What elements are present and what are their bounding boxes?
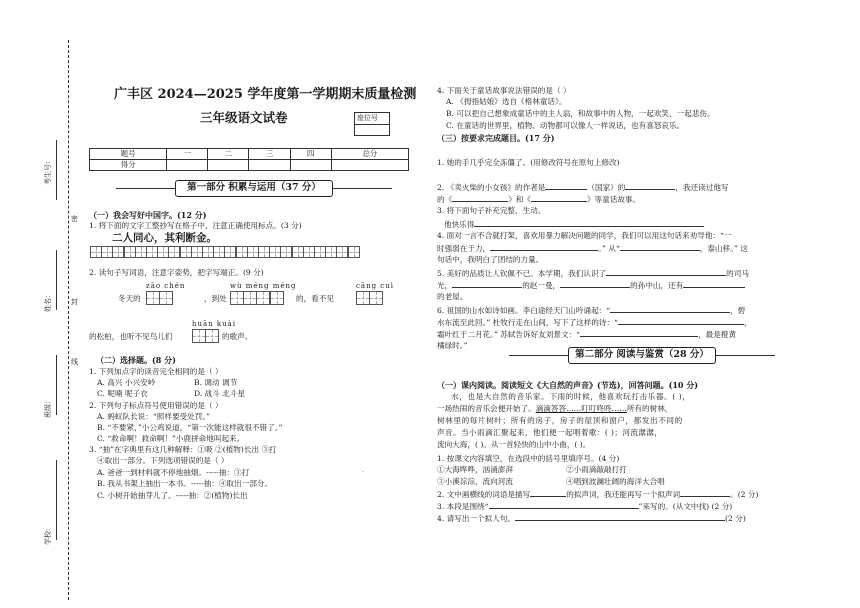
score-cell: 得分 <box>90 160 167 171</box>
pinyin-label: cāng cuì <box>356 282 394 290</box>
passage-line3: 树林里的每片树叶；所有的房子，房子的屋顶和窗户，都发出不同的 <box>437 416 683 425</box>
r1: 1. 她的手几乎完全冻僵了。(用修改符号在原句上修改) <box>437 158 620 167</box>
seal-char-xian: 线 <box>71 358 78 366</box>
exam-subtitle: 三年级语文试卷 <box>200 110 288 125</box>
score-input-cell[interactable] <box>208 160 249 171</box>
r2-text: 2. 《卖火柴的小女孩》的作者是 <box>437 183 546 192</box>
r6-text: 霜叶红于二月花。” 苏轼告诉好友刘景文：“ <box>437 330 581 339</box>
r2-row1 <box>437 182 729 192</box>
q1-sample-text: 二人同心，其利断金。 <box>112 232 217 244</box>
a1-option4: ④唱到波澜壮阔的海洋大合唱 <box>566 477 665 486</box>
part1-banner: 第一部分 积累与运用（37 分） <box>175 180 333 197</box>
a2-text: 2. 文中画横线的词语是描写 <box>437 490 531 499</box>
choice3-b-option[interactable]: B. 我从书架上抽出一本书。-----抽：④取出一部分。 <box>97 479 273 488</box>
r6-text: 水东流至此回。” 杜牧行走在山间，写下了这样的诗：“ <box>437 318 619 327</box>
score-cell: 三 <box>249 149 290 160</box>
q2-line1-c: 的，看不见 <box>296 294 334 303</box>
score-table <box>89 148 409 171</box>
blank[interactable] <box>625 182 675 190</box>
score-input-cell[interactable] <box>167 160 208 171</box>
r2-row2 <box>437 194 640 204</box>
r6-text: ，碧 <box>730 306 746 315</box>
blank[interactable] <box>560 280 630 288</box>
choice1-d[interactable]: D. 战斗 北斗星 <box>194 389 246 398</box>
passage-line2 <box>437 404 672 413</box>
a3-text: 3. 本段是围绕“ <box>437 502 489 511</box>
r3: 3. 将下面句子补充完整、生动。 <box>437 206 546 215</box>
blank[interactable] <box>530 489 566 497</box>
r5-text: 的赵一曼， <box>522 281 561 290</box>
pinyin-label: zāo chén <box>146 282 186 290</box>
r2-text: 的《 <box>437 195 453 204</box>
passage-line5: 流向大海，( )。从一首轻快的山中小曲，( )。 <box>437 440 591 449</box>
pinyin-huankuai[interactable] <box>192 320 237 343</box>
a2-text: 的拟声词，我还能再写一个拟声词 <box>566 490 681 499</box>
label-name: 姓名： <box>44 291 52 312</box>
exam-number-line <box>56 140 57 200</box>
blank[interactable] <box>683 280 745 288</box>
seal-char-feng: 封 <box>71 298 78 306</box>
r2-text: 》和《 <box>508 195 531 204</box>
exam-title: 广丰区 2024—2025 学年度第一学期期末质量检测 <box>114 87 417 102</box>
pinyin-cangcui[interactable] <box>356 282 394 305</box>
section1-heading: （一）我会写好中国字。(12 分) <box>89 210 207 220</box>
r6-row3 <box>437 329 736 339</box>
binding-dashed-line <box>68 40 69 600</box>
r6-text: ，最是橙黄 <box>698 330 737 339</box>
a3-text: ”来写的。(从文中找) (2 分) <box>638 502 733 511</box>
passage-onomatopoeia: 滴滴答答……叮叮咚咚…… <box>535 404 627 413</box>
score-table-header-row <box>90 149 409 160</box>
blank[interactable] <box>680 489 730 497</box>
q2-instruction: 2. 读句子写词语，注意字姿势，把字写端正。(9 分) <box>89 268 264 277</box>
passage-line4: 声音。当小雨滴汇聚起来，他们便一起唱着歌：( )；河流潺潺， <box>437 428 663 437</box>
part2-banner: 第二部分 阅读与鉴赏（28 分） <box>568 347 716 364</box>
r4-text: ，泰山移。” 这 <box>699 244 748 253</box>
r4-text: 。” 从“ <box>598 244 620 253</box>
label-exam-number: 考生号： <box>44 157 52 185</box>
r3-row <box>444 219 704 229</box>
choice1-b[interactable]: B. 调动 调节 <box>194 378 238 387</box>
r6-text: ， <box>744 318 752 327</box>
r5-text: 的司马 <box>726 269 749 278</box>
score-cell: 总分 <box>331 149 408 160</box>
choice2-a[interactable]: A. 蚂蚁队长说：“照样要受处罚。” <box>97 412 210 421</box>
pinyin-wumengmeng[interactable] <box>230 282 297 305</box>
q1-instruction: 1. 将下面的文字工整抄写在格子中，注意正确使用标点。(3 分) <box>89 221 302 230</box>
q2-line2-b: 的歌声。 <box>222 332 253 341</box>
blank[interactable] <box>618 317 744 325</box>
seat-number-label: 座位号 <box>357 114 378 122</box>
blank[interactable] <box>610 305 730 313</box>
choice3: 3. “抽”在字典里有这几种解释：①吸 ②(植物)长出 ③打 <box>89 445 277 454</box>
blank[interactable] <box>606 268 726 276</box>
q4-b[interactable]: B. 可以把自己想象成童话中的主人翁，和故事中的人物，一起欢笑，一起悲伤。 <box>446 109 715 118</box>
r5-text: 5. 美好的品质让人钦佩不已。本学期，我们认识了 <box>437 269 607 278</box>
blank[interactable] <box>545 182 587 190</box>
a2-row <box>437 489 758 499</box>
q4-a[interactable]: A. 《拇指姑娘》选自《格林童话》。 <box>446 97 567 106</box>
r6-row4: 橘绿时。” <box>437 341 468 350</box>
blank[interactable] <box>452 194 508 202</box>
section2-heading: （二）选择题。(8 分) <box>96 355 176 365</box>
score-input-cell[interactable] <box>331 160 408 171</box>
choice2-c[interactable]: C. “救命啊！救命啊！”小鹿拼命地叫起来。 <box>97 434 245 443</box>
choice2: 2. 下列句子标点符号使用错误的是（ ） <box>89 401 223 410</box>
passage-text: 所有的树林， <box>626 404 673 413</box>
score-input-cell[interactable] <box>290 160 331 171</box>
reading-heading: （一）课内阅读。阅读短文《大自然的声音》(节选)，回答问题。(10 分) <box>437 380 699 390</box>
score-table-score-row <box>90 160 409 171</box>
r4-text: 时强弱在于力， <box>437 244 491 253</box>
q4: 4. 下面关于童话故事说法错误的是（ ） <box>437 86 571 95</box>
a3-row <box>437 501 732 511</box>
passage-line1: 水，也是大自然的音乐家。下雨的时候，他喜欢玩打击乐器。( )， <box>451 392 691 401</box>
score-cell: 题号 <box>90 149 167 160</box>
pinyin-zaochen[interactable] <box>146 282 186 305</box>
r5-row2 <box>437 280 745 290</box>
q2-line1-a: 冬天的 <box>118 294 141 303</box>
choice1: 1. 下列加点字的读音完全相同的是（ ） <box>89 367 223 376</box>
q1-writing-grid[interactable] <box>90 246 359 258</box>
choice1-c[interactable]: C. 呢喃 呢子衣 <box>97 389 148 398</box>
passage-text: 一场热闹的音乐会便开始了。 <box>437 404 536 413</box>
a4-row <box>437 513 746 523</box>
blank[interactable] <box>489 501 639 509</box>
choice3-c-option[interactable]: C. 小树开始抽芽儿了。-----抽：②(植物)长出 <box>97 491 248 500</box>
r6-row2 <box>437 317 752 327</box>
r4-row2 <box>437 243 748 253</box>
a1: 1. 按课文内容填空，在选段中的括号里填序号。(4 分) <box>437 454 620 463</box>
blank[interactable] <box>580 329 698 337</box>
print-dot: . <box>362 467 364 474</box>
label-class: 班级： <box>44 397 52 418</box>
a1-option2: ②小雨滴敲敲打打 <box>566 465 627 474</box>
r6-row1 <box>437 305 745 315</box>
r2-text: ，我还读过他写 <box>675 183 729 192</box>
seat-number-box[interactable] <box>354 112 390 136</box>
r3-text: 他快乐得 <box>444 220 475 229</box>
name-line <box>56 250 57 310</box>
r5-text: 的孙中山，还有 <box>630 281 684 290</box>
section3-heading: （三）按要求完成题目。(17 分) <box>437 133 555 143</box>
choice3-b: ④取出一部分。下列选项错误的是（ ） <box>97 456 229 465</box>
label-school: 学校： <box>44 524 52 545</box>
r6-text: 6. 祖国的山水如诗如画。李白途经天门山吟诵起：“ <box>437 306 611 315</box>
r4-row3: 句话中，我明白了团结的力量。 <box>437 255 544 264</box>
score-cell: 四 <box>290 149 331 160</box>
score-cell: 二 <box>208 149 249 160</box>
blank[interactable] <box>531 194 587 202</box>
pinyin-label: huān kuài <box>192 320 237 328</box>
a1-option3: ③小溪淙淙，流向河流 <box>437 477 513 486</box>
a1-option1: ①大海哗哗，汹涌澎湃 <box>437 465 513 474</box>
blank[interactable] <box>515 513 725 521</box>
school-line <box>56 460 57 540</box>
blank[interactable] <box>620 243 700 251</box>
r5-row3: 的老屋。 <box>437 292 468 301</box>
choice1-a[interactable]: A. 高兴 小兴安岭 <box>97 378 156 387</box>
score-input-cell[interactable] <box>249 160 290 171</box>
q2-line2-a: 的松柏，也听不见鸟儿们 <box>89 332 173 341</box>
a4-text: (2 分) <box>725 514 746 523</box>
seal-char-mi: 密 <box>71 215 78 223</box>
blank[interactable] <box>452 280 522 288</box>
r5-text: 光， <box>437 281 453 290</box>
a2-text: 。(2 分) <box>730 490 759 499</box>
seat-number-field[interactable] <box>355 124 389 136</box>
score-cell: 一 <box>167 149 208 160</box>
choice2-b[interactable]: B. “不要紧，”小公鸡说道，“第一次能这样就很不错了。” <box>97 423 283 432</box>
blank[interactable] <box>490 243 598 251</box>
r2-text: （国家）的 <box>587 183 626 192</box>
blank[interactable] <box>474 219 704 227</box>
pinyin-label: wù méng méng <box>230 282 297 290</box>
r5-row1 <box>437 268 749 278</box>
q2-line1-b: ，到处 <box>204 294 227 303</box>
choice3-a-option[interactable]: A. 爸爸一到材料就不停地抽烟。-----抽：③打 <box>97 468 250 477</box>
a4-text: 4. 请写出一个拟人句。 <box>437 514 516 523</box>
r2-text: 》等童话故事。 <box>586 195 641 204</box>
r4: 4. 面对一言不合就打架，喜欢用暴力解决问题的同学，我们可以用这句话来劝导他：“一 <box>437 231 732 240</box>
q4-c[interactable]: C. 在童话的世界里，植物、动物都可以像人一样说话，也有喜怒哀乐。 <box>446 121 685 130</box>
class-line <box>56 355 57 415</box>
